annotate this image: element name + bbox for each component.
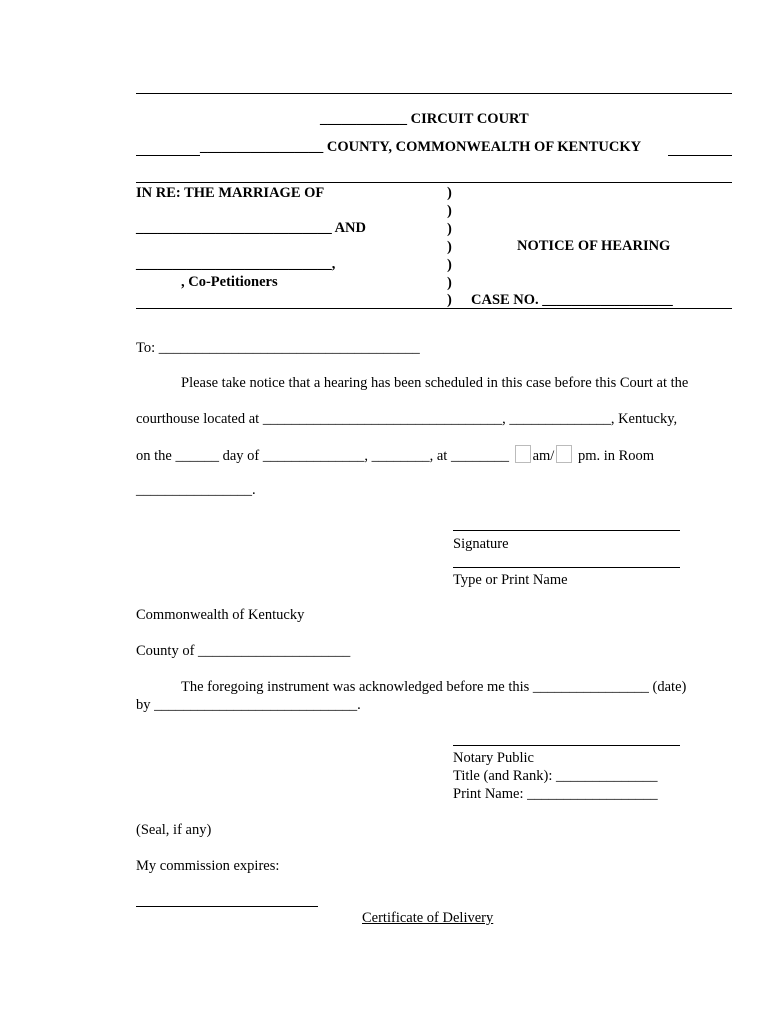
notice-paragraph-line2: courthouse located at _________________________________, ______________, Kentucky, [136,411,678,427]
am-checkbox[interactable] [515,445,531,463]
party-two-line: ___________________________, [136,256,336,272]
in-re-label: IN RE: THE MARRIAGE OF [136,185,325,201]
top-rule [136,93,732,94]
notice-paragraph-line3 [136,445,654,465]
hearing-date-text: on the ______ day of ______________, ________, at ________ [136,448,509,464]
commission-date-line[interactable] [136,906,318,907]
case-number: CASE NO. __________________ [471,292,673,308]
signature-line[interactable] [453,530,680,531]
print-name-line[interactable] [453,567,680,568]
caption-paren: ) [447,257,452,273]
caption-paren: ) [447,239,452,255]
notary-signature-line[interactable] [453,745,680,746]
certificate-of-delivery-heading: Certificate of Delivery [362,910,494,926]
seal-label: (Seal, if any) [136,822,212,838]
room-text: pm. in Room [577,448,655,464]
notary-print-name-line: Print Name: __________________ [453,786,658,802]
caption-paren: ) [447,185,452,201]
room-line: ________________. [136,482,256,498]
am-label: am/ [532,448,555,464]
notary-public-label: Notary Public [453,750,534,766]
document-title: NOTICE OF HEARING [517,238,671,254]
caption-paren: ) [447,221,452,237]
commission-label: My commission expires: [136,858,280,874]
party-one-line: ___________________________ AND [136,220,366,236]
acknowledgment-line2: by ____________________________. [136,697,361,713]
co-petitioners-label: , Co-Petitioners [181,274,278,290]
caption-paren: ) [447,275,452,291]
circuit-court-heading: ____________ CIRCUIT COURT [320,111,529,127]
signature-label: Signature [453,536,509,552]
to-line: To: ____________________________________ [136,340,420,356]
commonwealth-label: Commonwealth of Kentucky [136,607,305,623]
county-rule-left [136,155,200,156]
acknowledgment-line1: The foregoing instrument was acknowledged before me this ________________ (date) [181,679,687,695]
print-name-label: Type or Print Name [453,572,568,588]
caption-top-rule [136,182,732,183]
county-rule-right [668,155,732,156]
pm-checkbox[interactable] [556,445,572,463]
caption-paren: ) [447,203,452,219]
county-of-line: County of _____________________ [136,643,351,659]
notice-paragraph-line1: Please take notice that a hearing has been scheduled in this case before this Court at the [181,375,689,391]
title-rank-line: Title (and Rank): ______________ [453,768,658,784]
county-heading: _________________ COUNTY, COMMONWEALTH OF KENTUCKY [200,139,642,155]
caption-paren: ) [447,292,452,308]
